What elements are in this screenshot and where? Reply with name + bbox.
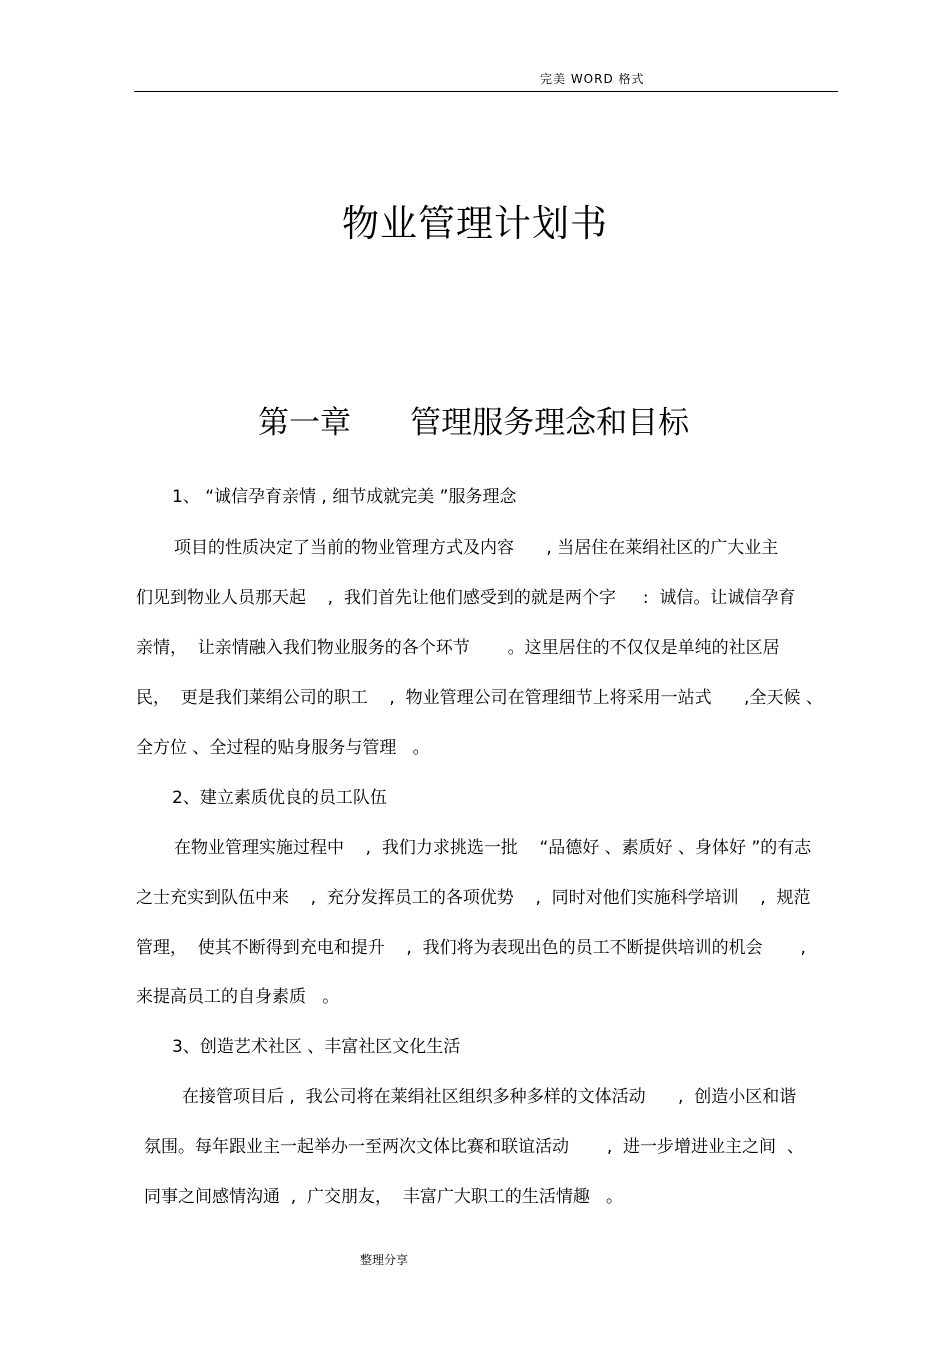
section-2-line-3: 管理， 使其不断得到充电和提升 , 我们将为表现出色的员工不断提供培训的机会 , [136,938,806,958]
chapter-label: 第一章 [258,405,351,441]
chapter-title: 管理服务理念和目标 [410,405,690,441]
section-2-line-1: 在物业管理实施过程中 , 我们力求挑选一批 “品德好 、素质好 、身体好 ”的有志 [174,838,812,858]
chapter-heading [258,397,689,442]
section-1-line-5: 全方位 、全过程的贴身服务与管理 。 [136,738,430,758]
section-1-line-4: 民， 更是我们莱绢公司的职工 , 物业管理公司在管理细节上将采用一站式 ,全天候 、 [136,688,823,708]
section-1-line-1: 项目的性质决定了当前的物业管理方式及内容 , 当居住在莱绢社区的广大业主 [174,538,779,558]
page-footer-text: 整理分享 [360,1253,409,1267]
section-3-heading: 3、创造艺术社区 、丰富社区文化生活 [172,1037,461,1057]
section-2-heading: 2、建立素质优良的员工队伍 [172,788,387,808]
chapter-gap [351,405,410,441]
section-1-heading: 1、 “诚信孕育亲情 , 细节成就完美 ”服务理念 [172,487,517,507]
section-2-line-4: 来提高员工的自身素质 。 [136,987,340,1007]
page-header-text: 完美 WORD 格式 [540,72,645,86]
document-title: 物业管理计划书 [342,202,608,245]
section-1-line-3: 亲情， 让亲情融入我们物业服务的各个环节 。这里居住的不仅仅是单纯的社区居 [136,638,780,658]
section-3-line-2: 氛围。每年跟业主一起举办一至两次文体比赛和联谊活动 , 进一步增进业主之间 、 [144,1137,804,1157]
header-rule [134,91,838,92]
section-3-line-1: 在接管项目后 , 我公司将在莱绢社区组织多种多样的文体活动 , 创造小区和谐 [182,1087,797,1107]
section-1-line-2: 们见到物业人员那天起 , 我们首先让他们感受到的就是两个字 : 诚信。让诚信孕育 [136,588,796,608]
section-3-line-3: 同事之间感情沟通 , 广交朋友， 丰富广大职工的生活情趣 。 [144,1187,624,1207]
section-2-line-2: 之士充实到队伍中来 , 充分发挥员工的各项优势 , 同时对他们实施科学培训 , 规范 [136,888,811,908]
